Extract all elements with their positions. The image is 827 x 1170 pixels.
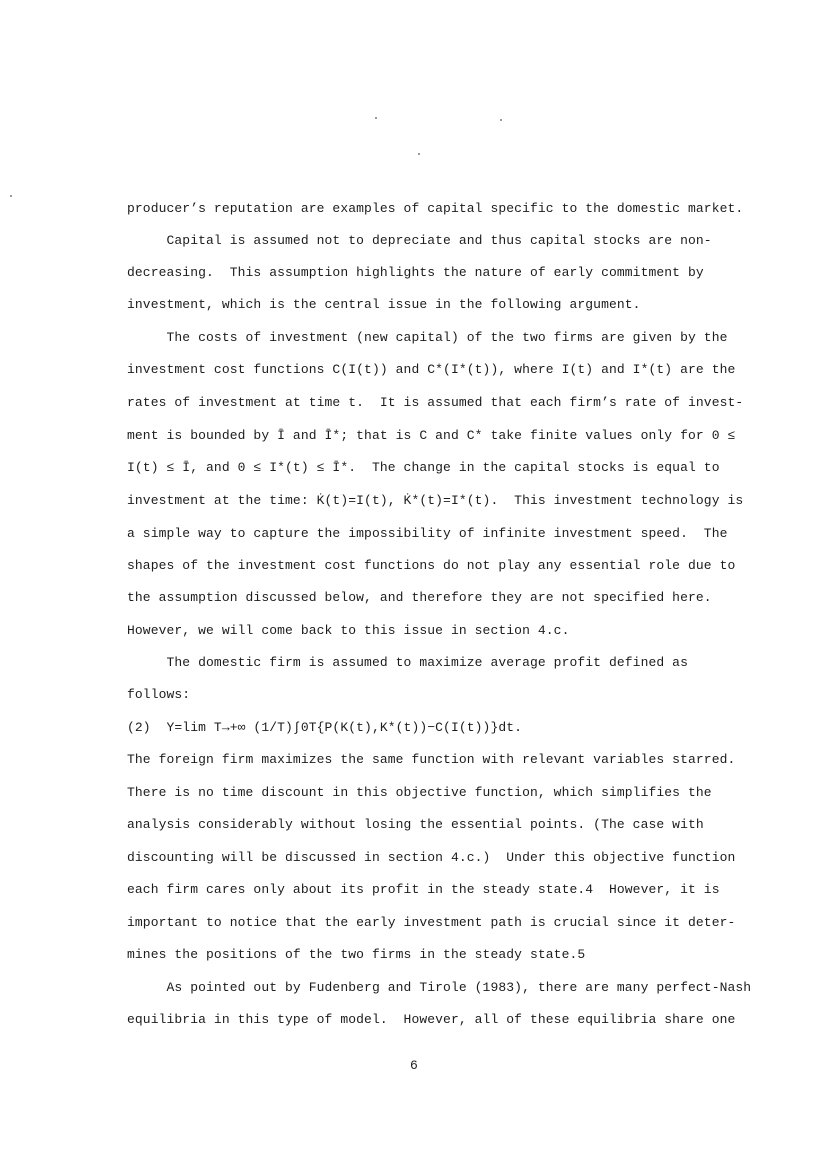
text-line: The domestic firm is assumed to maximize average profit defined as bbox=[127, 655, 688, 670]
text-line: Capital is assumed not to depreciate and thus capital stocks are non- bbox=[127, 233, 712, 248]
scan-speck bbox=[500, 119, 502, 121]
text-line: The foreign firm maximizes the same function with relevant variables starred. bbox=[127, 752, 736, 767]
text-line: The costs of investment (new capital) of the two firms are given by the bbox=[127, 330, 728, 345]
scan-speck bbox=[10, 195, 12, 197]
text-line: each firm cares only about its profit in the steady state.4 However, it is bbox=[127, 882, 720, 897]
text-line: important to notice that the early investment path is crucial since it deter- bbox=[127, 915, 736, 930]
text-line: producer’s reputation are examples of capital specific to the domestic market. bbox=[127, 201, 744, 216]
text-line: investment, which is the central issue in the following argument. bbox=[127, 297, 641, 312]
text-line: follows: bbox=[127, 687, 191, 702]
text-line: a simple way to capture the impossibility of infinite investment speed. The bbox=[127, 526, 728, 541]
text-line: the assumption discussed below, and therefore they are not specified here. bbox=[127, 590, 712, 605]
text-line: However, we will come back to this issue in section 4.c. bbox=[127, 623, 570, 638]
page-number: 6 bbox=[410, 1058, 418, 1073]
text-line: I(t) ≤ Ī, and 0 ≤ I*(t) ≤ Ī*. The change in the capital stocks is equal to bbox=[127, 460, 720, 475]
equation-2: (2) Y=lim T→+∞ (1/T)∫0T{P(K(t),K*(t))−C(I(t))}dt. bbox=[127, 720, 523, 735]
text-line: analysis considerably without losing the essential points. (The case with bbox=[127, 817, 704, 832]
text-line: rates of investment at time t. It is assumed that each firm’s rate of invest- bbox=[127, 395, 744, 410]
text-line: There is no time discount in this objective function, which simplifies the bbox=[127, 785, 712, 800]
text-line: investment at the time: K̇(t)=I(t), K̇*(t)=I*(t). This investment technology is bbox=[127, 493, 744, 508]
text-line: mines the positions of the two firms in the steady state.5 bbox=[127, 947, 586, 962]
text-line: ment is bounded by Ī and Ī*; that is C and C* take finite values only for 0 ≤ bbox=[127, 428, 736, 443]
scan-speck bbox=[375, 117, 377, 119]
text-line: decreasing. This assumption highlights the nature of early commitment by bbox=[127, 265, 704, 280]
text-line: discounting will be discussed in section 4.c.) Under this objective function bbox=[127, 850, 736, 865]
text-line: equilibria in this type of model. However, all of these equilibria share one bbox=[127, 1012, 736, 1027]
text-line: shapes of the investment cost functions do not play any essential role due to bbox=[127, 558, 736, 573]
text-line: investment cost functions C(I(t)) and C*(I*(t)), where I(t) and I*(t) are the bbox=[127, 362, 736, 377]
text-line: As pointed out by Fudenberg and Tirole (1983), there are many perfect-Nash bbox=[127, 980, 752, 995]
scan-speck bbox=[418, 153, 420, 155]
